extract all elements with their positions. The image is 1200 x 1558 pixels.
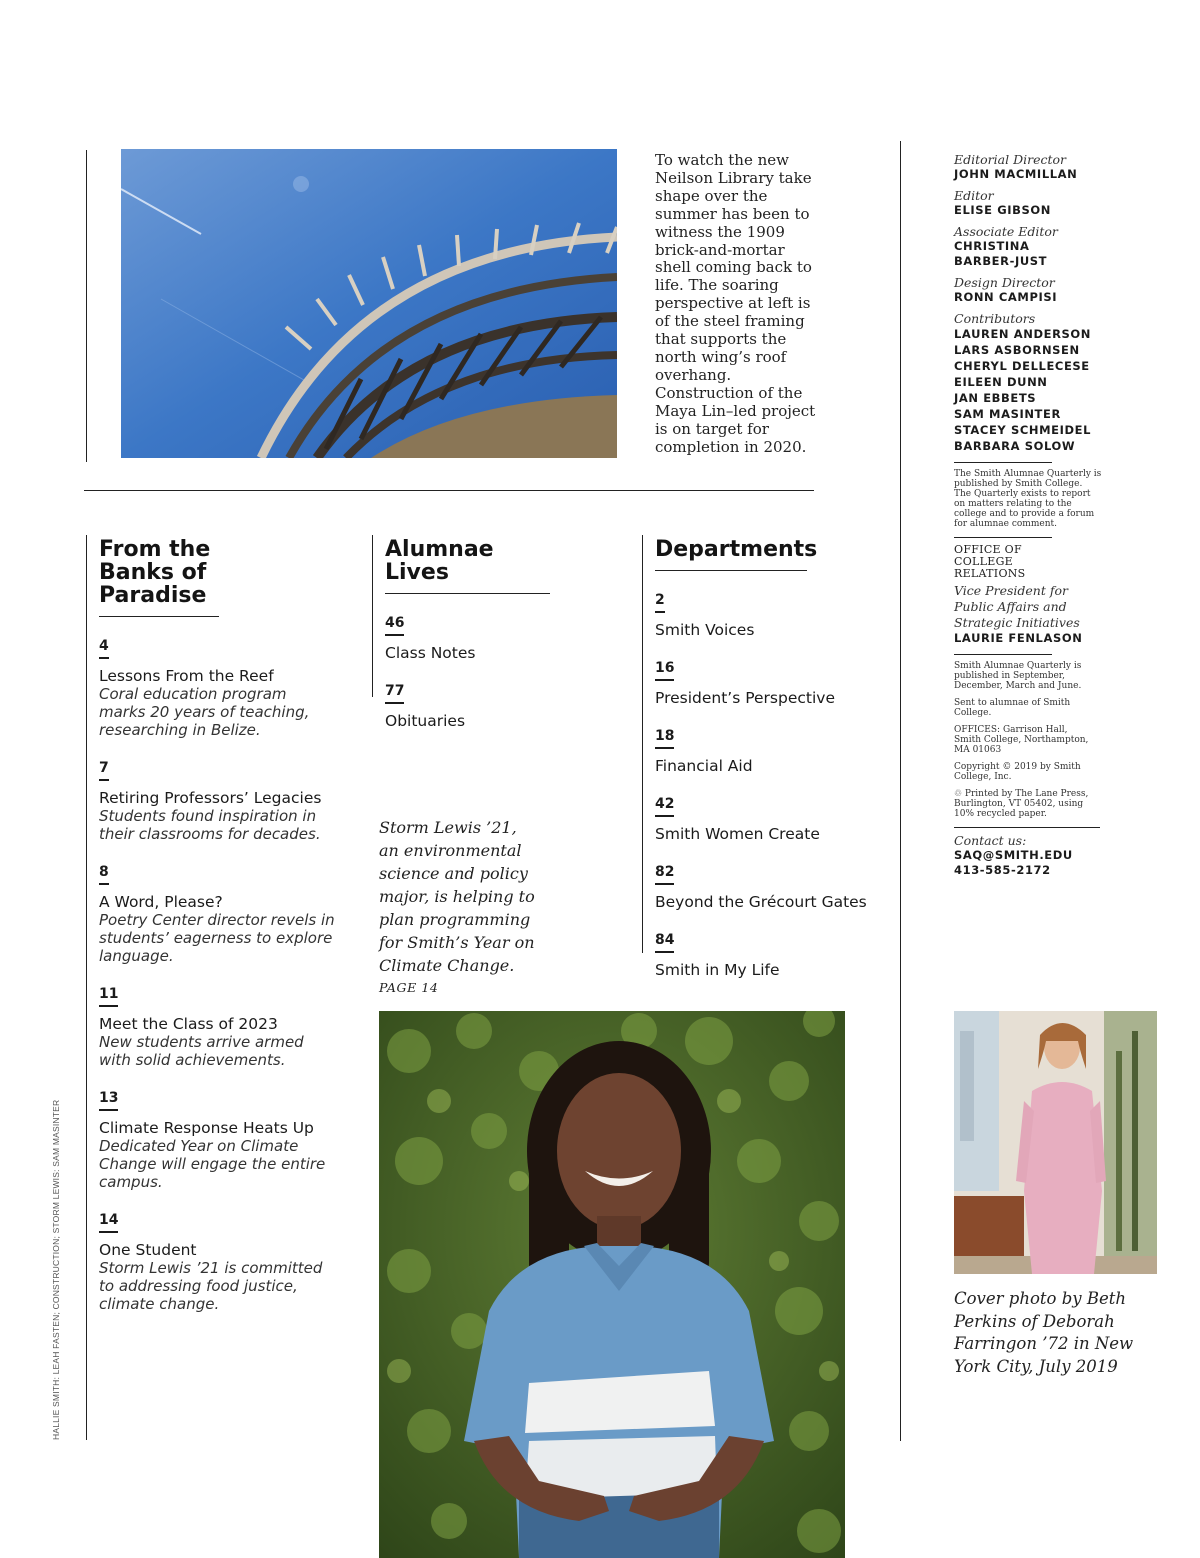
schedule-note: Smith Alumnae Quarterly is published in September, December, March and June. [954, 661, 1082, 691]
masthead-name: RONN CAMPISI [954, 290, 1058, 304]
entry-title: Smith Voices [655, 621, 755, 639]
col2-rule [372, 535, 373, 697]
page-number: 14 [99, 1212, 118, 1233]
masthead-name: CHRISTINA BARBER-JUST [954, 239, 1048, 268]
cover-photo-thumbnail [954, 1011, 1157, 1274]
masthead-role: Contributors [954, 311, 1036, 326]
contributor-name: SAM MASINTER [954, 407, 1061, 421]
printed-note: ♲ Printed by The Lane Press, Burlington, VT 05402, using 10% recycled paper. [954, 789, 1089, 819]
col3-rule [642, 535, 643, 953]
masthead [954, 153, 1104, 878]
masthead-divider [954, 537, 1052, 538]
page-number: 46 [385, 615, 404, 636]
student-photo [379, 1011, 845, 1558]
section-departments [655, 538, 890, 979]
copyright-note: Copyright © 2019 by Smith College, Inc. [954, 762, 1081, 782]
entry-title: Smith Women Create [655, 825, 820, 843]
entry-description: Poetry Center director revels in students’ eagerness to explore language. [99, 911, 335, 965]
section-title: Departments [655, 538, 807, 571]
masthead-role: Editor [954, 188, 994, 203]
toc-entry[interactable] [385, 682, 625, 730]
page-number: 11 [99, 986, 118, 1007]
masthead-role: Design Director [954, 275, 1055, 290]
sent-note: Sent to alumnae of Smith College. [954, 698, 1071, 718]
section-title: From the Banks of Paradise [99, 538, 219, 617]
contributor-name: EILEEN DUNN [954, 375, 1048, 389]
offices-note: OFFICES: Garrison Hall, Smith College, Northampton, MA 01063 [954, 725, 1089, 755]
page-number: 18 [655, 728, 674, 749]
page-number: 8 [99, 864, 109, 885]
student-pull-quote: Storm Lewis ’21, an environmental science and policy major, is helping to plan programming for Smith’s Year on Climate Change. [379, 818, 535, 975]
toc-entry[interactable] [655, 659, 890, 707]
toc-entry[interactable] [99, 985, 335, 1069]
publish-note: The Smith Alumnae Quarterly is published by Smith College. The Quarterly exists to report on matters relating to the college and to provide a forum for alumnae comment. [954, 469, 1102, 529]
contributor-name: JAN EBBETS [954, 391, 1037, 405]
entry-description: Dedicated Year on Climate Change will engage the entire campus. [99, 1137, 326, 1191]
masthead-name: ELISE GIBSON [954, 203, 1051, 217]
masthead-role: Associate Editor [954, 224, 1058, 239]
contact-role: Contact us: [954, 833, 1027, 848]
page-number: 77 [385, 683, 404, 704]
office-label: OFFICE OF COLLEGE RELATIONS [954, 543, 1026, 580]
construction-photo [121, 149, 617, 458]
contributor-name: CHERYL DELLECESE [954, 359, 1090, 373]
page-number: 82 [655, 864, 674, 885]
toc-entry[interactable] [99, 1211, 335, 1313]
entry-description: Students found inspiration in their classrooms for decades. [99, 807, 321, 843]
page-number: 16 [655, 660, 674, 681]
section-from-the-banks [99, 538, 335, 1313]
entry-title: Retiring Professors’ Legacies [99, 789, 322, 807]
contributor-name: LARS ASBORNSEN [954, 343, 1080, 357]
masthead-name: LAURIE FENLASON [954, 631, 1083, 645]
cover-caption: Cover photo by Beth Perkins of Deborah Farringon ’72 in New York City, July 2019 [954, 1289, 1134, 1376]
contributor-name: LAUREN ANDERSON [954, 327, 1092, 341]
left-margin-rule [86, 150, 87, 462]
entry-title: One Student [99, 1241, 197, 1259]
entry-description: Coral education program marks 20 years of teaching, researching in Belize. [99, 685, 310, 739]
entry-description: Storm Lewis ’21 is committed to addressing food justice, climate change. [99, 1259, 323, 1313]
masthead-role: Editorial Director [954, 152, 1066, 167]
toc-entry[interactable] [655, 931, 890, 979]
entry-title: Beyond the Grécourt Gates [655, 893, 867, 911]
entry-title: Lessons From the Reef [99, 667, 274, 685]
masthead-divider [954, 462, 1052, 463]
intro-paragraph: To watch the new Neilson Library take shape over the summer has been to witness the 1909 brick-and-mortar shell coming back to life. The soaring perspective at left is of the steel framing that supports the north wing’s roof overhang. Construction of the Maya Lin–led project is on target for completion in 2020. [655, 151, 816, 456]
toc-entry[interactable] [655, 795, 890, 843]
contact-phone[interactable]: 413-585-2172 [954, 863, 1051, 877]
page-number: 42 [655, 796, 674, 817]
toc-entry[interactable] [655, 591, 890, 639]
page-number: 4 [99, 638, 109, 659]
col1-rule [86, 535, 87, 1440]
top-section-divider [84, 490, 814, 491]
contact-email[interactable]: SAQ@SMITH.EDU [954, 848, 1073, 862]
photo-credit: HALLIE SMITH: LEAH FASTEN; CONSTRUCTION; STORM LEWIS: SAM MASINTER [51, 1099, 61, 1440]
entry-title: Obituaries [385, 712, 466, 730]
masthead-role: Vice President for Public Affairs and Strategic Initiatives [954, 583, 1080, 630]
entry-title: A Word, Please? [99, 893, 223, 911]
page-number: 13 [99, 1090, 118, 1111]
entry-title: Meet the Class of 2023 [99, 1015, 278, 1033]
section-title: Alumnae Lives [385, 538, 550, 594]
masthead-divider [954, 654, 1052, 655]
entry-title: Class Notes [385, 644, 476, 662]
page-number: 2 [655, 592, 665, 613]
entry-title: Climate Response Heats Up [99, 1119, 314, 1137]
contributor-name: STACEY SCHMEIDEL [954, 423, 1092, 437]
masthead-name: JOHN MACMILLAN [954, 167, 1078, 181]
toc-entry[interactable] [99, 863, 335, 965]
entry-title: Financial Aid [655, 757, 753, 775]
toc-entry[interactable] [655, 863, 890, 911]
toc-entry[interactable] [99, 1089, 335, 1191]
section-alumnae-lives [385, 538, 625, 730]
right-margin-rule [900, 141, 901, 1441]
entry-title: Smith in My Life [655, 961, 780, 979]
toc-entry[interactable] [99, 759, 335, 843]
page-number: 84 [655, 932, 674, 953]
toc-entry[interactable] [385, 614, 625, 662]
toc-entry[interactable] [655, 727, 890, 775]
page-reference[interactable]: PAGE 14 [379, 980, 439, 995]
entry-description: New students arrive armed with solid achievements. [99, 1033, 304, 1069]
page-number: 7 [99, 760, 109, 781]
toc-entry[interactable] [99, 637, 335, 739]
masthead-divider [954, 827, 1100, 828]
contributor-name: BARBARA SOLOW [954, 439, 1076, 453]
entry-title: President’s Perspective [655, 689, 835, 707]
